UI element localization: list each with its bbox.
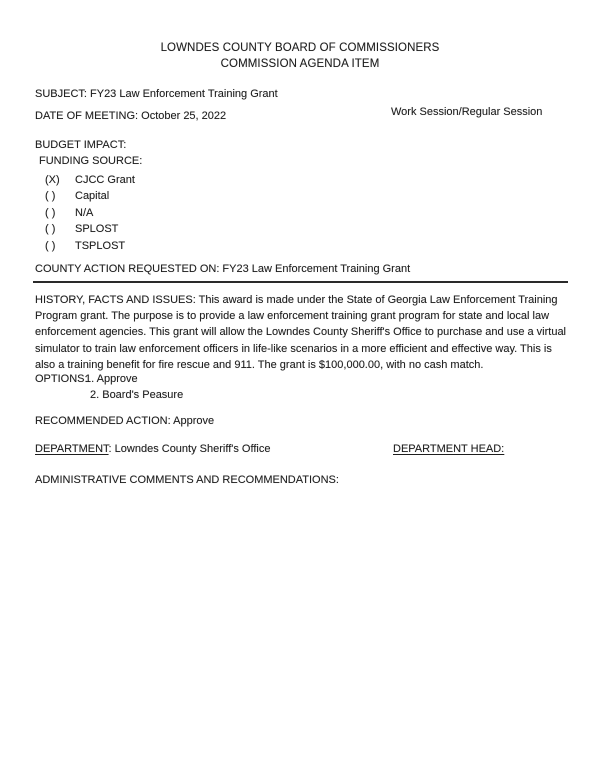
funding-item-label: SPLOST [75,223,119,236]
option-item-boards-pleasure: 2. Board's Peasure [90,389,184,401]
department-head-line [393,443,504,455]
budget-impact-label: BUDGET IMPACT: [35,139,127,151]
funding-source-list [45,172,135,254]
checkbox-empty-mark: ( ) [45,223,56,236]
session-type-label: Work Session/Regular Session [391,106,543,118]
funding-item-label: Capital [75,190,110,203]
subject-line: SUBJECT: FY23 Law Enforcement Training Grant [35,88,278,100]
funding-source-label: FUNDING SOURCE: [39,155,143,167]
doc-subtitle: COMMISSION AGENDA ITEM [220,58,380,70]
history-line: also a training benefit for fire rescue and 911. The grant is $100,000.00, with no cash match. [35,358,484,371]
section-divider-rule [33,281,568,283]
department-line [35,443,270,455]
recommended-action-line: RECOMMENDED ACTION: Approve [35,415,215,427]
history-line: Program grant. The purpose is to provide a law enforcement training grant program for state and local law [35,310,550,323]
department-label: DEPARTMENT [35,443,109,455]
funding-item-label: TSPLOST [75,239,126,252]
funding-item-capital [45,188,135,204]
history-line: enforcement agencies. This grant will allow the Lowndes County Sheriff's Office to purchase and use a virtual [35,326,567,339]
funding-item-label: N/A [75,206,94,219]
checkbox-checked-mark: (X) [45,174,60,186]
options-label: OPTIONS: [35,373,88,385]
checkbox-empty-mark: ( ) [45,239,56,252]
checkbox-empty-mark: ( ) [45,190,56,203]
funding-item-splost [45,221,135,237]
department-value: : Lowndes County Sheriff's Office [108,443,271,455]
funding-item-na [45,205,135,221]
history-line: HISTORY, FACTS AND ISSUES: This award is made under the State of Georgia Law Enforcement Training [35,294,558,306]
doc-title: LOWNDES COUNTY BOARD OF COMMISSIONERS [160,42,440,54]
date-of-meeting-line: DATE OF MEETING: October 25, 2022 [35,110,227,122]
funding-item-tsplost [45,238,135,254]
history-line: simulator to train law enforcement officers in life-like scenarios in a more efficient and effective way. This is [35,342,552,355]
funding-item-cjcc-grant [45,172,135,188]
county-action-line: COUNTY ACTION REQUESTED ON: FY23 Law Enforcement Training Grant [35,263,411,275]
administrative-comments-line: ADMINISTRATIVE COMMENTS AND RECOMMENDATIONS: [35,474,339,486]
funding-item-label: CJCC Grant [75,174,135,186]
checkbox-empty-mark: ( ) [45,206,56,219]
history-facts-issues-paragraph [35,292,566,373]
option-item-approve: 1. Approve [85,373,138,385]
department-head-label: DEPARTMENT HEAD: [393,443,505,455]
